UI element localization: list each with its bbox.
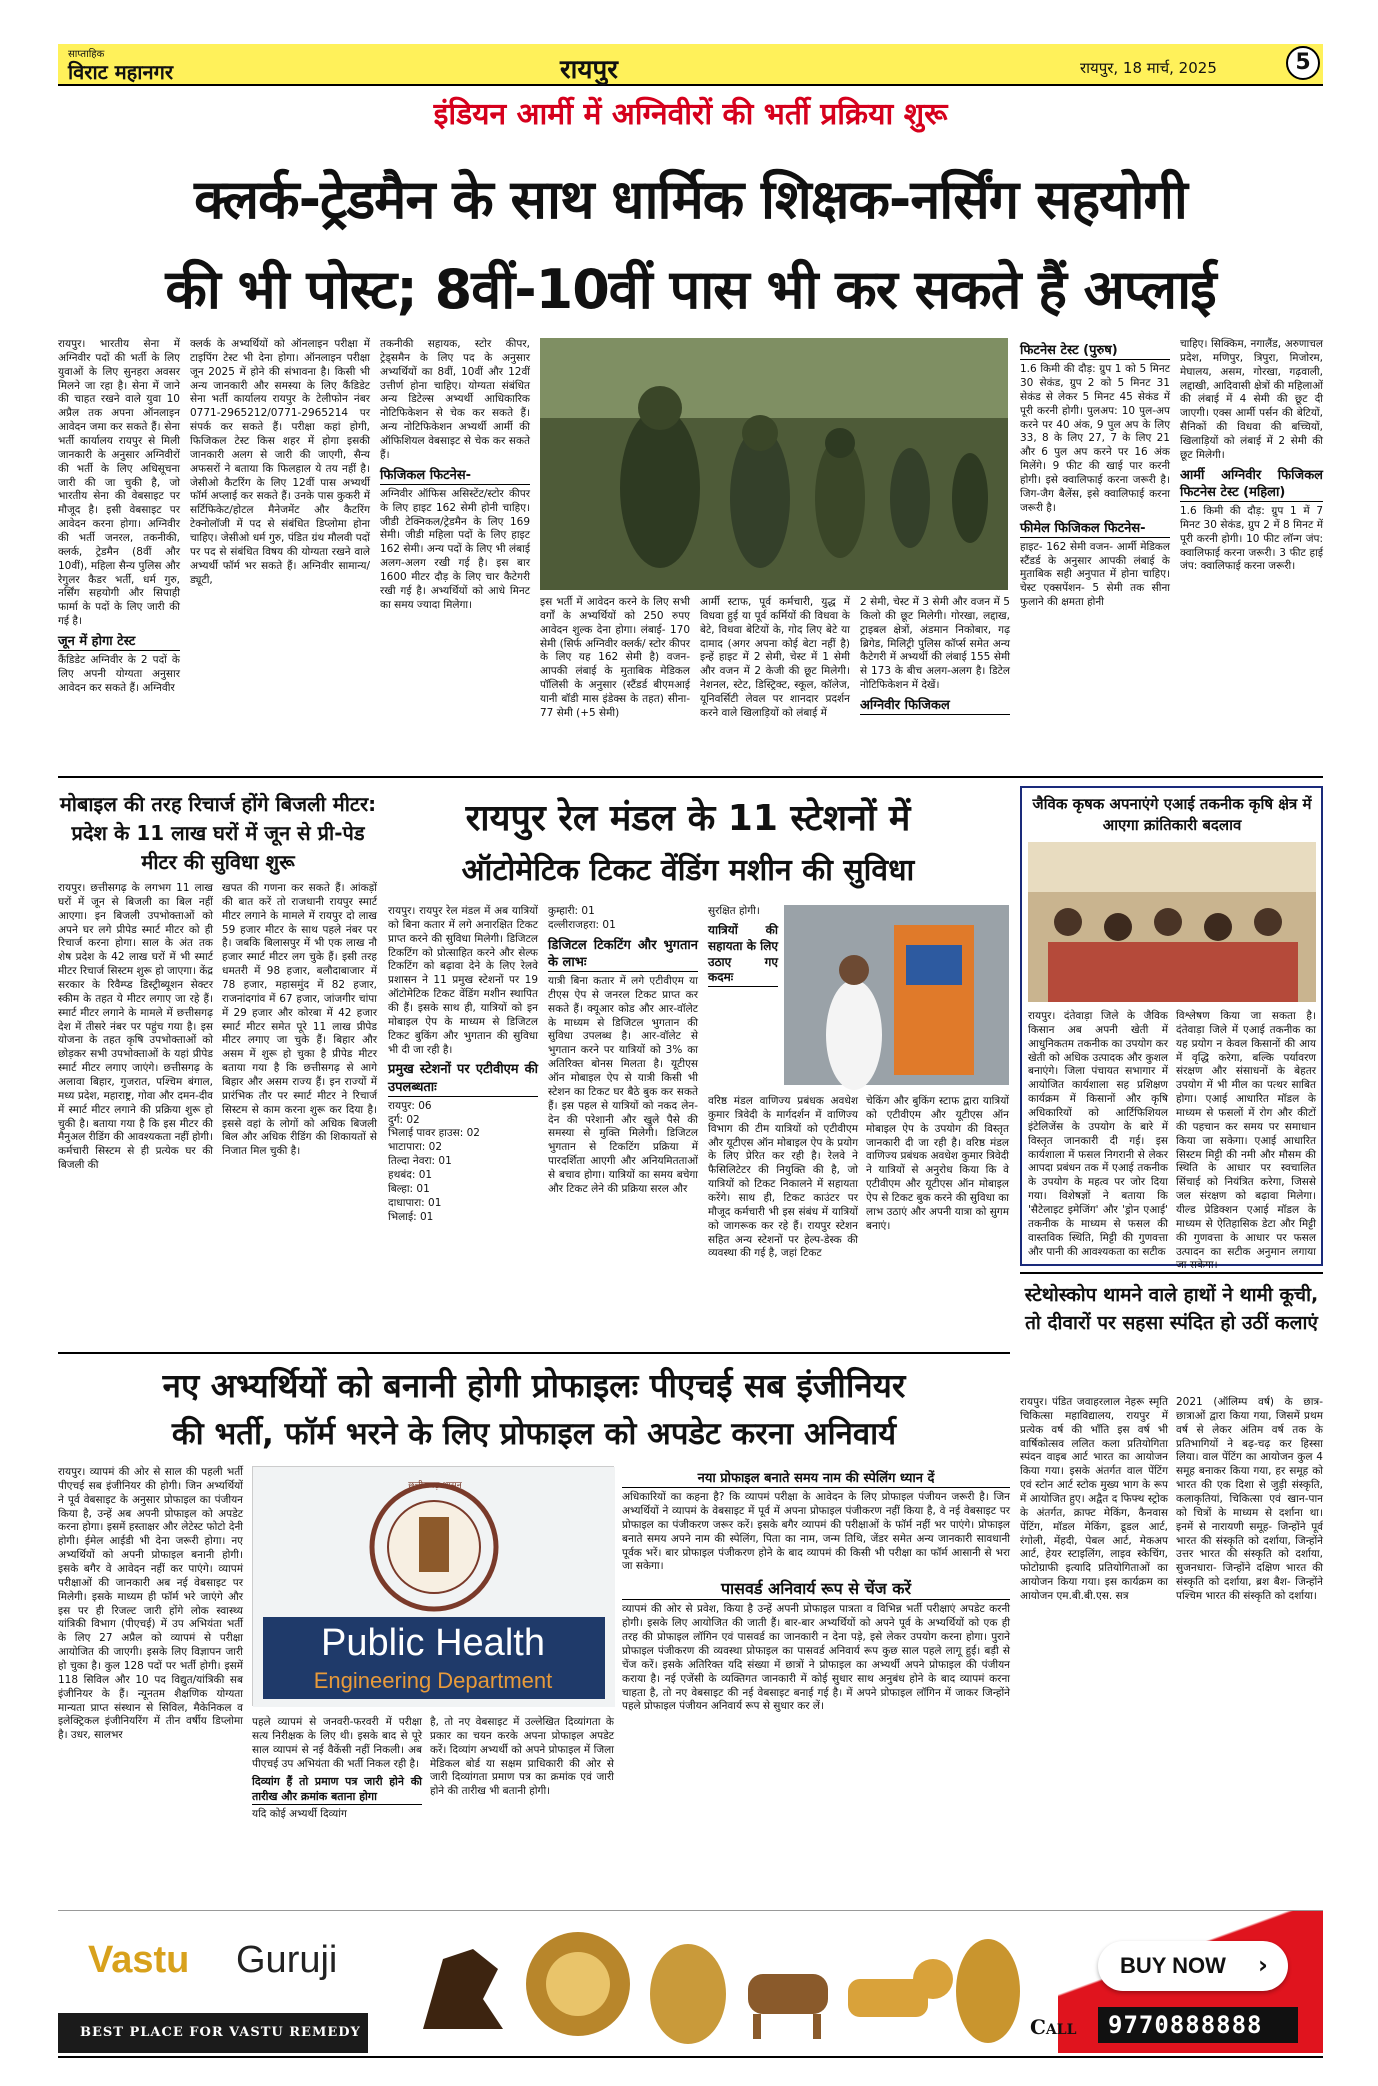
rail-column-3b xyxy=(708,1095,858,1347)
lead-subhead-female: फीमेल फिजिकल फिटनेस- xyxy=(1020,520,1170,538)
phe-department: Engineering Department xyxy=(313,1668,553,1693)
profile-text-2: पहले व्यापमं से जनवरी-फरवरी में परीक्षा सत्य निरीक्षक के लिए थी। इसके बाद से पूरे साल व्यापमं से नई वैकेंसी नहीं निकली। अब पीएचई उप अभियंता की भर्ती निकल रही है। xyxy=(252,1716,422,1770)
profile-column-1 xyxy=(58,1466,243,1898)
lead-text-8b: 1.6 किमी की दौड़: ग्रुप 1 में 7 मिनट 30 सेकंड, ग्रुप 2 में 8 मिनट में पूरी करनी होगी। 10 फीट लॉन्ग जंप: क्वालिफाई करना जरूरी। 3 फीट हाई जंप: क्वालिफाई करना जरूरी। xyxy=(1180,505,1323,573)
divider-1 xyxy=(58,776,1323,778)
ad-call-label: Call xyxy=(1030,2015,1077,2039)
profile-column-3 xyxy=(430,1716,614,1898)
chevron-right-icon: › xyxy=(1258,1951,1268,1979)
meter-column-1 xyxy=(58,882,213,1347)
rail-text-3: सुरक्षित होगी। xyxy=(708,905,760,917)
station-row: दुर्ग: 02 xyxy=(388,1113,420,1126)
ad-phone-box[interactable] xyxy=(1098,2007,1298,2043)
lead-text-6: 2 सेमी, चेस्ट में 3 सेमी और वजन में 5 किलो की छूट मिलेगी। गोरखा, लद्दाख, ट्राइबल क्षेत्रों, अंडमान निकोबार, गढ़ ब्रिगेड, मिलिट्री पुलिस कॉर्प्स समेत अन्य कैटेगरी में अभ्यर्थी की लंबाई 155 सेमी से 173 के बीच अलग-अलग है। डिटेल नोटिफिकेशन में देखें। xyxy=(860,596,1010,692)
rail-subhead-stations: प्रमुख स्टेशनों पर एटीवीएम की उपलब्धताः xyxy=(388,1061,538,1096)
profile-subhead-disabled: दिव्यांग हैं तो प्रमाण पत्र जारी होने की तारीख और क्रमांक बताना होगा xyxy=(252,1775,422,1805)
lead-column-8 xyxy=(1180,338,1323,768)
station-row: रायपुर: 06 xyxy=(388,1099,432,1112)
phe-caption-top: छत्तीसगढ़ शासन xyxy=(408,1481,462,1491)
lead-kicker: इंडियन आर्मी में अग्निवीरों की भर्ती प्रक्रिया शुरू xyxy=(433,97,948,132)
ad-tagline: BEST PLACE FOR VASTU REMEDY xyxy=(80,2025,361,2040)
lead-text-7: 1.6 किमी की दौड़: ग्रुप 1 को 5 मिनट 30 सेकंड, ग्रुप 2 को 5 मिनट 31 सेकंड से लेकर 5 मिनट 45 सेकंड में पूरी करनी होगी। पुलअप: 10 पुल-अप करने पर 40 अंक, 9 पुल अप के लिए 33, 8 के लिए 27, 7 के लिए 21 और 6 पुल अप करने पर 16 अंक मिलेंगे। 9 फीट की खाई पार करनी होगी। इसे क्वालिफाई करना जरूरी है। जिग-जैग बैलेंस, इसे क्वालिफाई करना जरूरी है। xyxy=(1020,363,1170,514)
rail-column-1 xyxy=(388,905,538,1347)
ticket-machine-photo xyxy=(784,905,1009,1085)
meter-column-2 xyxy=(222,882,377,1347)
profile-text-1: रायपुर। व्यापमं की ओर से साल की पहली भर्ती पीएचई सब इंजीनियर की होगी। जिन अभ्यर्थियों ने पूर्व वेबसाइट के अनुसार प्रोफाइल का पंजीयन किया है, उन्हें अब अपनी प्रोफाइल को अपडेट करना होगा। इसमें हस्ताक्षर और लेटेस्ट फोटो देनी होगी। ईमेल आईडी भी देना जरूरी होगा। नए अभ्यर्थियों को अपनी प्रोफाइल बनानी होगी। इसके बगैर वे आवेदन नहीं कर पाएंगे। व्यापमं परीक्षाओं की जानकारी अब नई वेबसाइट पर मिलेगी। इसके माध्यम ही फॉर्म भरे जाएंगे और इस पर ही रिजल्ट जारी होंगे लोक स्वास्थ्य यांत्रिकी विभाग (पीएचई) में उप अभियंता भर्ती के लिए 27 अप्रैल को व्यापमं से परीक्षा आयोजित की जाएगी। इसके लिए विज्ञापन जारी हो चुका है। कुल 128 पदों पर भर्ती होगी। इसमें 118 सिविल और 10 पद विद्युत/यांत्रिकी सब इंजीनियर के हैं। न्यूनतम शैक्षणिक योग्यता मान्यता प्राप्त संस्थान से सिविल, मैकेनिकल व इलेक्ट्रिकल इंजीनियरिंग में तीन वर्षीय डिप्लोमा है। उधर, सालभर xyxy=(58,1466,243,1742)
profile-subhead-spelling: नया प्रोफाइल बनाते समय नाम की स्पेलिंग ध्यान दें xyxy=(622,1470,1010,1488)
profile-text-2b: यदि कोई अभ्यर्थी दिव्यांग xyxy=(252,1808,347,1821)
lead-column-7 xyxy=(1020,338,1170,768)
lead-text-8: चाहिए। सिक्किम, नगालैंड, अरुणाचल प्रदेश, मणिपुर, त्रिपुरा, मिजोरम, मेघालय, असम, गोरखा, गढ़वाली, लद्दाखी, आदिवासी क्षेत्रों की महिलाओं की लंबाई में 4 सेमी की छूट दी जाएगी। एक्स आर्मी पर्सन की बेटियों, सैनिकों की विधवा की बच्चियों, खिलाड़ियों को लंबाई में 2 सेमी की छूट मिलेगी। xyxy=(1180,338,1323,461)
profile-text-4: अधिकारियों का कहना है? कि व्यापमं परीक्षा के आवेदन के लिए प्रोफाइल पंजीयन जरूरी है। जिन अभ्यर्थियों ने व्यापमं के वेबसाइट में पूर्व में अपना प्रोफाइल पंजीकरण नहीं किया है, वे नई वेबसाइट पर प्रोफाइल का पंजीकरण जरूर करें। इसके बगैर व्यापमं की परीक्षाओं के फॉर्म नहीं भर पाएंगे। प्रोफाइल बनाते समय अपने नाम की स्पेलिंग, पिता का नाम, जन्म तिथि, जेंडर समेत अन्य जानकारी सावधानी पूर्वक भरें। बार प्रोफाइल पंजीकरण होने के बाद व्यापमं की किसी भी परीक्षा का फॉर्म आसानी से भरा जा सकेगा। xyxy=(622,1491,1010,1573)
lead-column-4 xyxy=(540,596,690,768)
lead-text-3: तकनीकी सहायक, स्टोर कीपर, ट्रेड्समैन के लिए पद के अनुसार अभ्यर्थियों का 8वीं, 10वीं और 12वीं उत्तीर्ण होना चाहिए। योग्यता संबंधित अन्य डिटेल्स अभ्यर्थी आधिकारिक नोटिफिकेशन से चेक कर सकते हैं। अन्य नोटिफिकेशन अभ्यर्थी आर्मी की ऑफिशियल वेबसाइट से चेक कर सकते हैं। xyxy=(380,338,530,461)
lead-column-6 xyxy=(860,596,1010,768)
footer-rule xyxy=(58,2056,1323,2058)
station-row: भाटापारा: 02 xyxy=(388,1141,443,1154)
lead-subhead-agniveer: अग्निवीर फिजिकल xyxy=(860,697,1010,715)
lion-statue-icon xyxy=(848,1959,953,2017)
station-row: दाधापारा: 01 xyxy=(388,1196,442,1209)
rail-text-4: चेकिंग और बुकिंग स्टाफ द्वारा यात्रियों को एटीवीएम और यूटीएस ऑन मोबाइल ऐप के उपयोग की विस्तृत जानकारी दी जा रही है। वरिष्ठ मंडल वाणिज्य प्रबंधक अवधेश कुमार त्रिवेदी ने यात्रियों से अनुरोध किया कि वे एटीवीएम और यूटीएस ऑन मोबाइल ऐप से टिकट बुक करने की सुविधा का लाभ उठाएं और अपनी यात्रा को सुगम बनाएं। xyxy=(866,1095,1009,1232)
ad-statues-illustration xyxy=(403,1919,1023,2049)
soldiers-photo xyxy=(540,338,1008,590)
page-number: 5 xyxy=(1286,46,1320,80)
ai-column-2 xyxy=(1176,1010,1316,1272)
sun-plaque-icon xyxy=(526,1932,630,2036)
ad-phone-number: 9770888888 xyxy=(1108,2011,1263,2039)
brand-name: विराट महानगर xyxy=(68,60,174,84)
lead-subhead-test: जून में होगा टेस्ट xyxy=(58,633,180,651)
divider-3 xyxy=(1020,1272,1323,1274)
rail-text-1: रायपुर। रायपुर रेल मंडल में अब यात्रियों को बिना कतार में लगे अनारक्षित टिकट प्राप्त करने की सुविधा मिलेगी। डिजिटल टिकटिंग को प्रोत्साहित करने और सेल्फ टिकटिंग को बढ़ावा देने के लिए रेलवे प्रशासन ने 11 प्रमुख स्टेशनों पर 19 ऑटोमेटिक टिकट वेंडिंग मशीन स्थापित की हैं। इसके साथ ही, यात्रियों को इन मोबाइल ऐप के माध्यम से डिजिटल टिकट बुकिंग और भुगतान की सुविधा भी दी जा रही है। xyxy=(388,905,538,1056)
ad-tagline-bar xyxy=(58,2013,368,2053)
lead-text-3b: अग्निवीर ऑफिस असिस्टेंट/स्टोर कीपर के लिए हाइट 162 सेमी होनी चाहिए। जीडी टेक्निकल/ट्रेडमैन के लिए 169 सेमी। जीडी महिला पदों के लिए हाइट 162 सेमी। अन्य पदों के लिए भी लंबाई अलग-अलग रखी गई है। इस बार 1600 मीटर दौड़ के लिए चार कैटेगरी रखी गई है। अभ्यर्थियों को आधे मिनट का समय ज्यादा मिलेगा। xyxy=(380,487,530,611)
ad-brand-panel xyxy=(58,1911,388,2053)
lead-text-2: क्लर्क के अभ्यर्थियों को ऑनलाइन परीक्षा में टाइपिंग टेस्ट भी देना होगा। ऑनलाइन परीक्षा जून 2025 में होने की संभावना है। किसी भी अन्य जानकारी और समस्या के लिए कैंडिडेट सेना भर्ती कार्यालय रायपुर के टेलीफोन नंबर 0771-2965212/0771-2965214 पर संपर्क कर सकते हैं। परीक्षा कहां होगी, फिजिकल टेस्ट किस शहर में होगा इसकी जानकारी अलग से जारी की जाएगी, सैन्य अफसरों ने बताया कि फिलहाल ये तय नहीं है। जेसीओ कैटरिंग के लिए 12वीं पास अभ्यर्थी फॉर्म अप्लाई कर सकते हैं। उनके पास कुकरी में सर्टिफिकेट/होटल मैनेजमेंट और कैटरिंग टेक्नोलॉजी में पद से संबंधित डिप्लोमा होना चाहिए। जेसीओ धर्म गुरु, पंडित ग्रंथ मौलवी पदों पर पद से संबंधित विषय की योग्यता रखने वाले अभ्यर्थी फॉर्म भर सकते हैं। अग्निवीर सामान्य/ड्यूटी, xyxy=(190,338,370,586)
rail-text-3b: वरिष्ठ मंडल वाणिज्य प्रबंधक अवधेश कुमार त्रिवेदी के मार्गदर्शन में वाणिज्य विभाग की टीम यात्रियों को एटीवीएम और यूटीएस ऑन मोबाइल ऐप के प्रयोग के लिए प्रेरित कर रही है। रेलवे ने फैसिलिटेटर की नियुक्ति की है, जो यात्रियों को टिकट निकालने में सहायता करेंगे। साथ ही, टिकट काउंटर पर मौजूद कर्मचारी भी इस संबंध में यात्रियों को जागरूक कर रहे हैं। रायपुर स्टेशन सहित अन्य स्टेशनों पर हेल्प-डेस्क की व्यवस्था की गई है, जहां टिकट xyxy=(708,1095,858,1260)
ai-text-2: विश्लेषण किया जा सकता है। दंतेवाड़ा जिले में एआई तकनीक का यह प्रयोग न केवल किसानों की आय में वृद्धि करेगा, बल्कि पर्यावरण संरक्षण और संसाधनों के बेहतर उपयोग में भी मील का पत्थर साबित होगा। एआई आधारित मॉडल के माध्यम से फसलों में रोग और कीटों की पहचान कर समय पर समाधान किया जा सकेगा। एआई आधारित सिस्टम मिट्टी की नमी और मौसम की स्थिति के आधार पर स्वचालित सिंचाई को नियंत्रित करेगा, जिससे जल संरक्षण को बढ़ावा मिलेगा। यील्ड प्रेडिक्शन एआई मॉडल के माध्यम से ऐतिहासिक डेटा और मिट्टी की गुणवत्ता के आधार पर फसल उत्पादन का सटीक अनुमान लगाया जा सकेगा। xyxy=(1176,1010,1316,1272)
ai-column-1 xyxy=(1028,1010,1168,1260)
station-row: भिलाई पावर हाउस: 02 xyxy=(388,1127,480,1140)
profile-headline-1: नए अभ्यर्थियों को बनानी होगी प्रोफाइलः पीएचई सब इंजीनियर xyxy=(162,1366,906,1405)
header-date: रायपुर, 18 मार्च, 2025 xyxy=(1080,59,1217,77)
kubera-statue-icon xyxy=(956,1939,1020,2043)
rail-headline-2: ऑटोमेटिक टिकट वेंडिंग मशीन की सुविधा xyxy=(461,853,915,888)
divider-2 xyxy=(58,1352,1010,1354)
rail-subhead-benefits: डिजिटल टिकटिंग और भुगतान के लाभः xyxy=(548,937,698,972)
lead-text-5: आर्मी स्टाफ, पूर्व कर्मचारी, युद्ध में विधवा हुई या पूर्व कर्मियों की विधवा के बेटे, विधवा बेटियों के, गोद लिए बेटे या दामाद (अगर अपना कोई बेटा नहीं है) इन्हें हाइट में 2 सेमी, चेस्ट में 1 सेमी और वजन में 2 केजी की छूट मिलेगी। नेशनल, स्टेट, डिस्ट्रिक्ट, स्कूल, कॉलेज, यूनिवर्सिटी लेवल पर शानदार प्रदर्शन करने वाले खिलाड़ियों को लंबाई में xyxy=(700,596,850,719)
lead-column-5 xyxy=(700,596,850,768)
rail-column-2 xyxy=(548,905,698,1347)
profile-text-4b: व्यापमं की ओर से प्रवेश, किया है उन्हें अपनी प्रोफाइल पात्रता व विभिन्न भर्ती परीक्षाएं अपडेट करनी होगी। इसके लिए आयोजित की जाती हैं। बार-बार अभ्यर्थियों को अपने पूर्व के अभ्यर्थियों को एक ही तरह की प्रोफाइल लॉगिन एवं पासवर्ड का जानकारी न देना पड़े, इसे लेकर उपयोग करना होगा। पुराने प्रोफाइल पंजीकरण की व्यवस्था प्रोफाइल का पासवर्ड अनिवार्य रूप कुछ साल पहले लागू हुई। बड़ी से चेंज करें। इसके अतिरिक्त यदि संख्या में छात्रों ने प्रोफाइल का अभ्यर्थी अपने प्रोफाइल की पंजीयन कराया है। नई एजेंसी के व्यक्तिगत जानकारी में कोई सुधार साथ अनुबंध होने के बाद व्यापमं करना चाहता है, तो नए वेबसाइट की नई वेबसाइट बनाई गई है। में अपने प्रोफाइल लॉगिन में जाकर जिन्होंने पहले प्रोफाइल पंजीयन अनिवार्य रूप से सुधार कर लें। xyxy=(622,1603,1010,1713)
ai-headline: जैविक कृषक अपनाएंगे एआई तकनीक कृषि क्षेत्र में आएगा क्रांतिकारी बदलाव xyxy=(1032,795,1312,834)
profile-column-2 xyxy=(252,1716,422,1898)
buy-now-label: BUY NOW xyxy=(1120,1953,1226,1978)
ticket-machine-illustration xyxy=(784,905,1009,1085)
rail-headline-1: रायपुर रेल मंडल के 11 स्टेशनों में xyxy=(465,798,911,839)
brand-small: साप्ताहिक xyxy=(68,49,105,60)
ganesha-statue-icon xyxy=(650,1944,726,2044)
lead-headline-1: क्लर्क-ट्रेडमैन के साथ धार्मिक शिक्षक-नर्सिंग सहयोगी xyxy=(194,168,1187,231)
vastu-advertisement[interactable] xyxy=(58,1910,1323,2052)
art-headline: स्टेथोस्कोप थामने वाले हाथों ने थामी कूची, तो दीवारों पर सहसा स्पंदित हो उठीं कलाएं xyxy=(1024,1284,1319,1334)
kamadhenu-statue-icon xyxy=(748,1974,828,2039)
art-column-2 xyxy=(1176,1396,1323,1896)
lead-subhead-female-test: आर्मी अग्निवीर फिजिकल फिटनेस टेस्ट (महिला) xyxy=(1180,467,1323,502)
lead-subhead-male-test: फिटनेस टेस्ट (पुरुष) xyxy=(1020,342,1170,360)
meter-headline: मोबाइल की तरह रिचार्ज होंगे बिजली मीटर: प्रदेश के 11 लाख घरों में जून से प्री-पेड मीटर की सुविधा शुरू xyxy=(59,792,377,874)
meter-text-1: रायपुर। छत्तीसगढ़ के लगभग 11 लाख घरों में जून से बिजली का बिल नहीं आएगा। इन बिजली उपभोक्ताओं को अपने घर लगे प्रीपेड स्मार्ट मीटर को ही रिचार्ज करना होगा। साल के अंत तक शेष प्रदेश के 42 लाख घरों में भी स्मार्ट मीटर रिचार्ज सिस्टम शुरू हो जाएगा। केंद्र सरकार के रिवैम्प्ड डिस्ट्रीब्यूशन सेक्टर स्कीम के तहत ये मीटर लगाए जा रहे हैं। स्मार्ट मीटर लगाने के मामले में छत्तीसगढ़ देश में तीसरे नंबर पर पहुंच गया है। इस योजना के तहत कृषि उपभोक्ताओं को छोड़कर सभी उपभोक्ताओं के यहां प्रीपेड स्मार्ट मीटर लगाए जाएंगे। छत्तीसगढ़ के अलावा बिहार, गुजरात, पश्चिम बंगाल, मध्य प्रदेश, महाराष्ट्र, गोवा और दमन-दीव में स्मार्ट मीटर लगाने की प्रक्रिया शुरू हो चुकी है। बताया गया है कि इस मीटर की मैनुअल रीडिंग की आवश्यकता नहीं होगी। कर्मचारी सिस्टम से ही प्रत्येक घर की बिजली की xyxy=(58,882,213,1172)
art-text-2: 2021 (ऑलिम्प वर्ष) के छात्र-छात्राओं द्वारा किया गया, जिसमें प्रथम वर्ष से लेकर अंतिम वर्ष तक के प्रतिभागियों ने बढ़-चढ़ कर हिस्सा लिया। वाल पेंटिंग का आयोजन कुल 4 समूह बनाकर किया गया, हर समूह को भारत की एक दिशा से जुड़ी संस्कृति, कलाकृतियां, चिकित्सा एवं खान-पान को चित्रों के माध्यम से दर्शाना था। इनमें से नारायणी समूह- जिन्होंने पूर्व भारत की संस्कृति को दर्शाया, जिन्होंने उत्तर भारत की संस्कृति को दर्शाया, सुजनधारा- जिन्होंने दक्षिण भारत की संस्कृति को दर्शाया, ब्रश बैश- जिन्होंने पश्चिम भारत की संस्कृति को दर्शाया। xyxy=(1176,1396,1323,1603)
ai-text-1: रायपुर। दंतेवाड़ा जिले के जैविक किसान अब अपनी खेती में आधुनिकतम तकनीक का उपयोग कर खेती को अधिक उत्पादक और कुशल बनाएंगे। जिला पंचायत सभागार में आयोजित कार्यशाला सह प्रशिक्षण कार्यक्रम में किसानों और कृषि अधिकारियों को आर्टिफिशियल इंटेलिजेंस के उपयोग के बारे में विस्तृत जानकारी दी गई। इस कार्यशाला में फसल निगरानी से लेकर आपदा प्रबंधन तक में एआई तकनीक के उपयोग के महत्व पर जोर दिया गया। विशेषज्ञों ने बताया कि 'सैटेलाइट इमेजिंग' और 'ड्रोन एआई' तकनीक के माध्यम से फसल की वास्तविक स्थिति, मिट्टी की गुणवत्ता और पानी की आवश्यकता का सटीक xyxy=(1028,1010,1168,1258)
section-city: रायपुर xyxy=(560,55,618,85)
rail-text-2: यात्री बिना कतार में लगे एटीवीएम या टीएस ऐप से जनरल टिकट प्राप्त कर सकते हैं। क्यूआर कोड और आर-वॉलेट के माध्यम से डिजिटल भुगतान की सुविधा उपलब्ध है। आर-वॉलेट से भुगतान करने पर यात्रियों को 3% का अतिरिक्त बोनस मिलता है। यूटीएस ऑन मोबाइल ऐप से यात्री किसी भी स्टेशन का टिकट घर बैठे बुक कर सकते हैं। इस पहल से यात्रियों को नकद लेन-देन की परेशानी और खुले पैसे की समस्या से मुक्ति मिलेगी। डिजिटल भुगतान से टिकटिंग प्रक्रिया में पारदर्शिता आएगी और अनियमितताओं से बचाव होगा। यात्रियों का समय बचेगा और टिकट लेने की प्रक्रिया सरल और xyxy=(548,975,698,1195)
lead-text-1b: कैंडिडेट अग्निवीर के 2 पदों के लिए अपनी योग्यता अनुसार आवेदन कर सकते हैं। अग्निवीर xyxy=(58,654,180,694)
farmers-workshop-photo xyxy=(1028,842,1316,1002)
profile-text-3: है, तो नए वेबसाइट में उल्लेखित दिव्यांगता के प्रकार का चयन करके अपना प्रोफाइल अपडेट करें। दिव्यांग अभ्यर्थी को अपने प्रोफाइल में जिला मेडिकल बोर्ड या सक्षम प्राधिकारी की ओर से जारी दिव्यांगता प्रमाण पत्र का क्रमांक एवं जारी होने की तारीख भी बतानी होगी। xyxy=(430,1716,614,1798)
art-text-1: रायपुर। पंडित जवाहरलाल नेहरू स्मृति चिकित्सा महाविद्यालय, रायपुर में प्रत्येक वर्ष की भाँति इस वर्ष भी वार्षिकोत्सव ललित कला प्रतियोगिता स्पंदन वाइब आर्ट भारत का आयोजन किया गया। इसके अंतर्गत वाल पेंटिंग एवं स्टोन आर्ट स्टोक मुख्य भाग के रूप में आयोजित हुए। अद्वैत द फिफ्थ स्ट्रोक के अंतर्गत, क्राफ्ट मेकिंग, कैनवास पेंटिंग, मॉडल मेकिंग, डूडल आर्ट, रंगोली, मेंहदी, पेबल आर्ट, मेकअप आर्ट, हेयर स्टाइलिंग, लाइव स्केचिंग, फोटोग्राफी इत्यादि प्रतियोगिताओं का आयोजन किया गया। इस कार्यक्रम का आयोजन एम.बी.बी.एस. सत्र xyxy=(1020,1396,1168,1603)
profile-subhead-password: पासवर्ड अनिवार्य रूप से चेंज करें xyxy=(622,1578,1010,1600)
lead-text-1: रायपुर। भारतीय सेना में अग्निवीर पदों की भर्ती के लिए युवाओं के लिए सुनहरा अवसर मिलने जा रहा है। सेना में जाने की चाहत रखने वाले युवा 10 अप्रैल तक अपना ऑनलाइन आवेदन जमा कर सकते हैं। सेना भर्ती कार्यालय रायपुर से मिली जानकारी के अनुसार अग्निवीरों की भर्ती के लिए अधिसूचना जारी की जा चुकी है, जो भारतीय सेना की वेबसाइट पर मौजूद है। इसी वेबसाइट पर आवेदन करना होगा। अग्निवीर की भर्ती जनरल, तकनीकी, क्लर्क, ट्रेडमैन (8वीं और 10वीं), महिला सैन्य पुलिस और रेगुलर कैडर भर्ती, धर्म गुरु, नर्सिंग सहयोगी और सिपाही फार्मा के पदों के लिए जारी की गई है। xyxy=(58,338,180,628)
lead-text-4: इस भर्ती में आवेदन करने के लिए सभी वर्गों के अभ्यर्थियों को 250 रुपए आवेदन शुल्क देना होगा। लंबाई- 170 सेमी (सिर्फ अग्निवीर क्लर्क/ स्टोर कीपर के लिए यह 162 सेमी है) वजन- आपकी लंबाई के मुताबिक मेडिकल पॉलिसी के अनुसार (स्टैंडर्ड बीएमआई यानी बॉडी मास इंडेक्स के तहत) सीना- 77 सेमी (+5 सेमी) xyxy=(540,596,690,719)
station-row: कुम्हारी: 01 xyxy=(548,905,595,917)
lead-column-2 xyxy=(190,338,370,768)
lead-column-3 xyxy=(380,338,530,768)
station-row: हथबंद: 01 xyxy=(388,1169,433,1182)
ad-brand-vastu: Vastu xyxy=(88,1939,190,1981)
profile-column-4 xyxy=(622,1466,1010,1898)
lead-text-7b: हाइट- 162 सेमी वजन- आर्मी मेडिकल स्टैंडर्ड के अनुसार आपकी लंबाई के मुताबिक सही अनुपात में होना चाहिए। चेस्ट एक्सपेंशन- 5 सेमी तक सीना फुलाने की क्षमता होनी xyxy=(1020,540,1170,609)
meter-text-2: खपत की गणना कर सकते हैं। आंकड़ों की बात करें तो राजधानी रायपुर स्मार्ट मीटर लगाने के मामले में रायपुर दो लाख 59 हजार मीटर के साथ पहले नंबर पर है। जबकि बिलासपुर में भी एक लाख नौ हजार स्मार्ट मीटर लग चुके हैं। इसी तरह धमतरी में 98 हजार, बलौदाबाजार में 78 हजार, महासमुंद में 82 हजार, राजनांदगांव में 67 हजार, जांजगीर चांपा में 29 हजार और कोरबा में 42 हजार स्मार्ट मीटर समेत पूरे 11 लाख प्रीपेड मीटर लगाए जा चुके हैं। बिहार और असम में शुरू हो चुका है प्रीपेड मीटर बताया गया है कि छत्तीसगढ़ से आगे बिहार और असम राज्य हैं। इन राज्यों में प्रारंभिक तौर पर स्मार्ट मीटर ने रिचार्ज सिस्टम से काम करना शुरू कर दिया है। इससे वहां के लोगों को अधिक बिजली बिल और अधिक रीडिंग की शिकायतों से निजात मिल चुकी है। xyxy=(222,882,377,1158)
buy-now-button[interactable] xyxy=(1098,1941,1288,1991)
station-row: भिलाई: 01 xyxy=(388,1210,434,1223)
rail-subhead-help: यात्रियों की सहायता के लिए उठाए गए कदमः xyxy=(708,923,778,987)
rail-column-4 xyxy=(866,1095,1009,1347)
workshop-illustration xyxy=(1028,842,1316,1002)
phe-brand: Public Health xyxy=(321,1622,545,1664)
lead-headline-2: की भी पोस्ट; 8वीं-10वीं पास भी कर सकते हैं अप्लाई xyxy=(165,258,1216,321)
lead-subhead-physical: फिजिकल फिटनेस- xyxy=(380,467,530,485)
station-row: तिल्दा नेवरा: 01 xyxy=(388,1155,452,1168)
station-row: बिल्हा: 01 xyxy=(388,1182,430,1195)
station-row: दल्लीराजहरा: 01 xyxy=(548,918,616,931)
art-column-1 xyxy=(1020,1396,1168,1896)
soldiers-illustration xyxy=(540,338,1008,590)
ad-brand-guruji: Guruji xyxy=(236,1939,338,1981)
profile-headline-2: की भर्ती, फॉर्म भरने के लिए प्रोफाइल को अपडेट करना अनिवार्य xyxy=(171,1416,897,1452)
horse-statue-icon xyxy=(423,1949,503,2029)
lead-column-1 xyxy=(58,338,180,768)
